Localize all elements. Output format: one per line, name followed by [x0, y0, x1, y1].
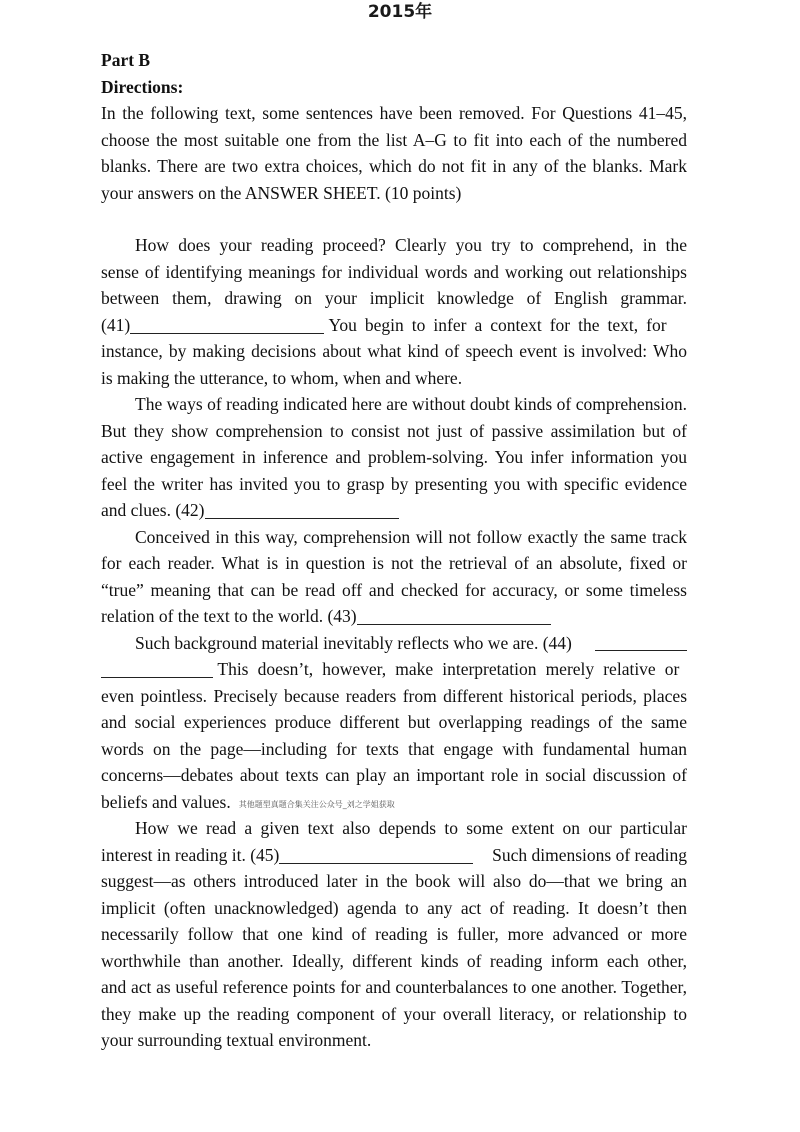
text-line: active engagement in inference and problem-solving. You infer information you [101, 447, 687, 467]
text-before-blank: Such background material inevitably reflects who we are. [135, 632, 539, 653]
text-line: is making the utterance, to whom, when and where. [101, 367, 463, 388]
text-after-blank: Such dimensions of reading [492, 844, 687, 865]
text-line-with-blank [101, 630, 687, 657]
text-line: worthwhile than another. Ideally, different kinds of reading inform each other, [101, 950, 687, 971]
text-line: implicit (often unacknowledged) agenda to any act of reading. It doesn’t then [101, 897, 687, 918]
directions-line: In the following text, some sentences have been removed. For Questions 41–45, [101, 103, 687, 123]
paragraph-2 [101, 391, 687, 524]
blank-45[interactable] [279, 845, 473, 864]
text-line: between them, drawing on your implicit knowledge of English grammar. [101, 288, 687, 308]
text-line: The ways of reading indicated here are without doubt kinds of comprehension. [135, 394, 687, 414]
paragraph-4 [101, 630, 687, 816]
text-line: How does your reading proceed? Clearly you try to comprehend, in the [135, 235, 687, 255]
paragraph-5 [101, 815, 687, 1054]
text-line: they make up the reading component of your overall literacy, or relationship to [101, 1003, 687, 1024]
paragraph-3 [101, 524, 687, 630]
directions-line: blanks. There are two extra choices, which do not fit in any of the blanks. Mark [101, 156, 687, 176]
text-before-blank: relation of the text to the world. [101, 606, 324, 626]
text-line: Conceived in this way, comprehension will not follow exactly the same track [135, 526, 687, 547]
text-before-blank: interest in reading it. [101, 844, 246, 865]
text-line: necessarily follow that one kind of reading is fuller, more advanced or more [101, 924, 687, 944]
text-line: How we read a given text also depends to some extent on our particular [135, 818, 687, 838]
text-line: “true” meaning that can be read off and checked for accuracy, or some timeless [101, 579, 687, 600]
text-line-with-blank [101, 312, 687, 339]
page-header-year: 2015年 [367, 2, 433, 22]
text-line: words on the page—including for texts that engage with fundamental human [101, 738, 687, 759]
text-line: for each reader. What is in question is not the retrieval of an absolute, fixed or [101, 553, 687, 573]
blank-44-part2[interactable] [101, 659, 213, 678]
text-line-with-blank [101, 656, 687, 683]
text-before-blank: and clues. [101, 500, 171, 520]
directions-text [101, 100, 687, 206]
text-line: feel the writer has invited you to grasp by presenting you with specific evidence [101, 473, 687, 494]
section-title: Part B [101, 50, 151, 70]
blank-41[interactable] [130, 315, 324, 334]
blank-number-43: (43) [327, 606, 357, 626]
text-line: even pointless. Precisely because readers from different historical periods, places [101, 685, 687, 706]
text-line: suggest—as others introduced later in the book will also do—that we bring an [101, 871, 687, 891]
text-line: sense of identifying meanings for individual words and working out relationships [101, 261, 687, 282]
blank-number-44: (44) [542, 632, 572, 653]
text-after-blank: This doesn’t, however, make interpretation merely relative or [217, 659, 680, 679]
text-line: and social experiences produce different but overlapping readings of the same [101, 712, 687, 732]
blank-42[interactable] [205, 500, 399, 519]
text-line: your surrounding textual environment. [101, 1030, 372, 1050]
text-line: instance, by making decisions about what kind of speech event is involved: Who [101, 341, 687, 361]
exam-page [101, 47, 687, 1054]
directions-line: your answers on the ANSWER SHEET. (10 points) [101, 182, 462, 203]
blank-number-41: (41) [101, 314, 131, 335]
text-line: But they show comprehension to consist not just of passive assimilation but of [101, 420, 687, 441]
text-line-with-blank [101, 603, 687, 630]
directions-label: Directions: [101, 76, 184, 97]
text-line: and act as useful reference points for and counterbalances to one another. Together, [101, 977, 687, 997]
watermark-text: 其他题型真题合集关注公众号_刘之学姐获取 [238, 799, 395, 809]
text-line: concerns—debates about texts can play an important role in social discussion of [101, 765, 687, 785]
text-after-blank: You begin to infer a context for the text, for [328, 314, 667, 335]
blank-43[interactable] [357, 606, 551, 625]
directions-line: choose the most suitable one from the list A–G to fit into each of the numbered [101, 129, 687, 150]
text-line-with-blank [101, 842, 687, 869]
blank-number-42: (42) [175, 500, 205, 520]
text-line-with-blank [101, 497, 687, 524]
text-line [101, 789, 687, 816]
blank-number-45: (45) [250, 844, 280, 865]
blank-44-part1[interactable] [595, 632, 687, 651]
text-line-end: beliefs and values. [101, 791, 231, 812]
paragraph-1 [101, 232, 687, 391]
